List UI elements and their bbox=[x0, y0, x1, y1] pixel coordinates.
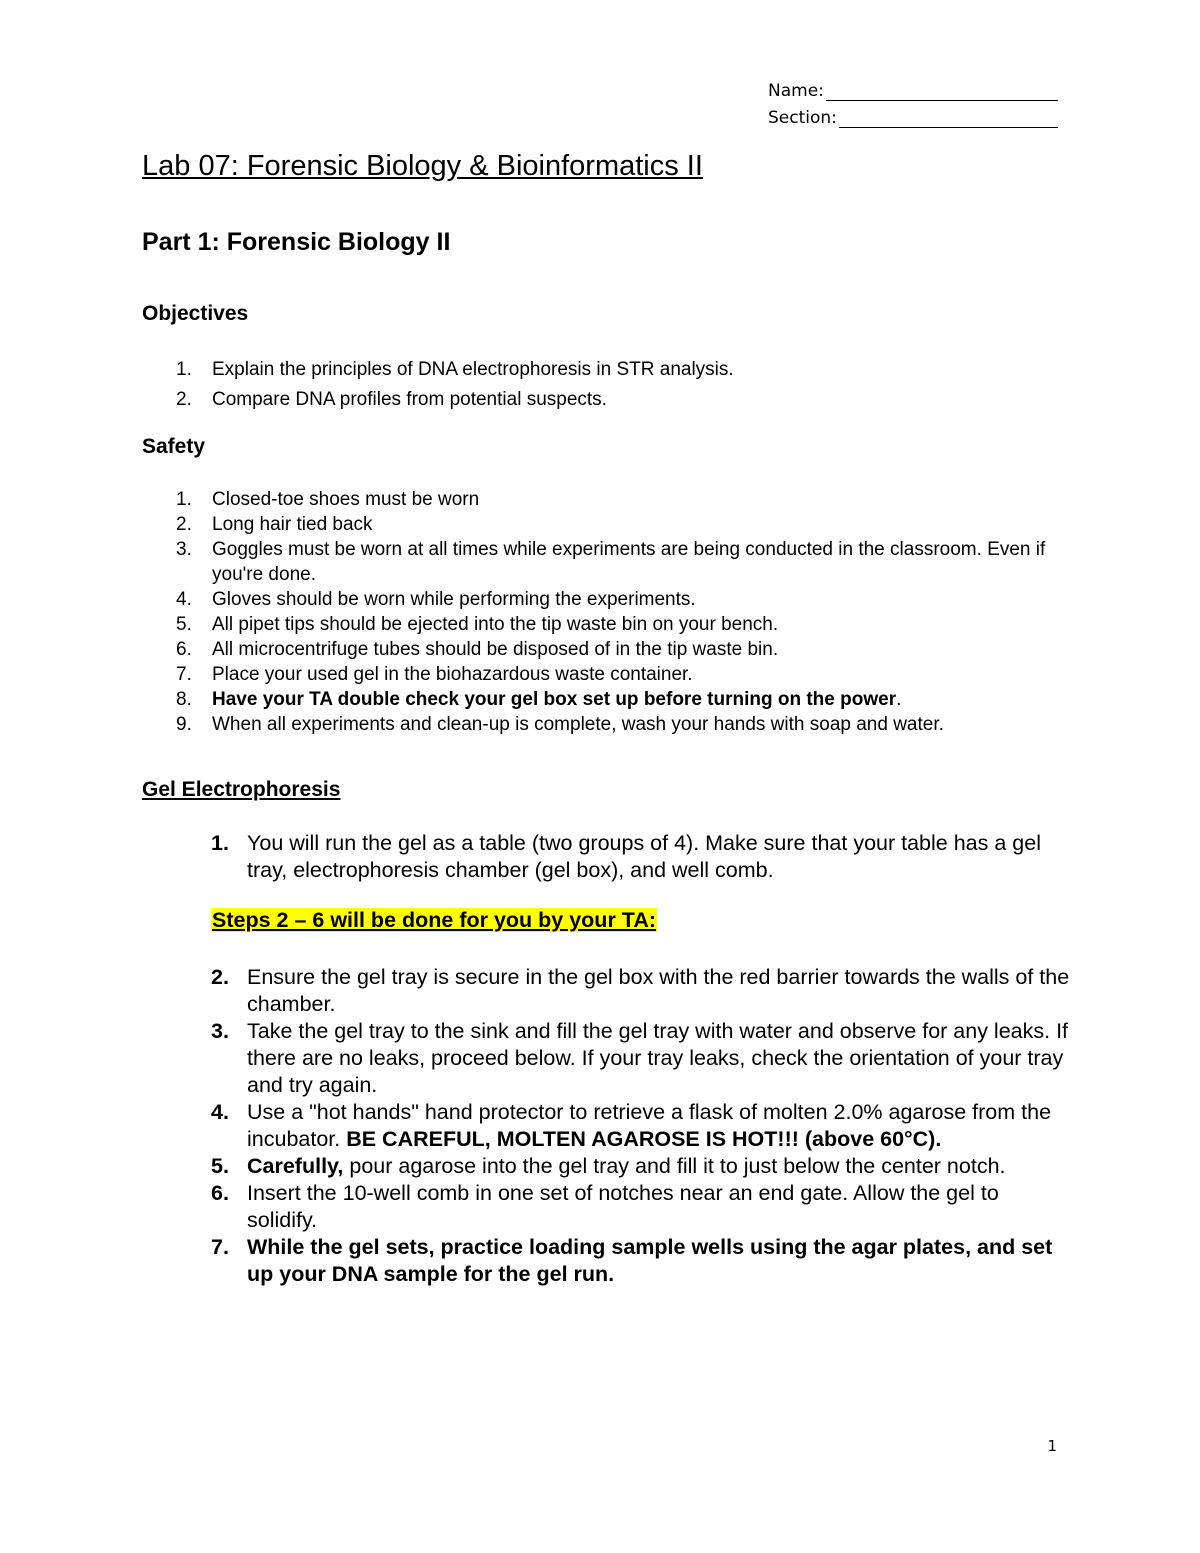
step-warning-text: BE CAREFUL, MOLTEN AGAROSE IS HOT!!! (above 60°C). bbox=[346, 1127, 942, 1151]
list-item: 4. Use a "hot hands" hand protector to retrieve a flask of molten 2.0% agarose from the incubator. BE CAREFUL, MOLTEN AGAROSE IS HOT!!! (above 60°C). bbox=[211, 1100, 1052, 1151]
step-bold-text: While the gel sets, practice loading sample wells using the agar plates, and set up your DNA sample for the gel run. bbox=[247, 1235, 1053, 1286]
list-item: 6. Insert the 10-well comb in one set of notches near an end gate. Allow the gel to solidify. bbox=[211, 1181, 999, 1232]
list-item: 4. Gloves should be worn while performing the experiments. bbox=[176, 589, 696, 610]
name-label: Name: bbox=[768, 81, 824, 101]
safety-text: Gloves should be worn while performing the experiments. bbox=[212, 589, 696, 610]
safety-heading: Safety bbox=[142, 435, 206, 458]
step-text: Use a "hot hands" hand protector to retrieve a flask of molten 2.0% agarose from the incubator. bbox=[247, 1100, 1052, 1151]
list-item: 2. Long hair tied back bbox=[176, 514, 373, 535]
name-field[interactable] bbox=[768, 74, 1058, 101]
step-text: You will run the gel as a table (two groups of 4). Make sure that your table has a gel tray, electrophoresis chamber (gel box), and well comb. bbox=[247, 831, 1041, 882]
ta-steps-highlight: Steps 2 – 6 will be done for you by your TA: bbox=[212, 908, 657, 932]
safety-bold-text: Have your TA double check your gel box set up before turning on the power bbox=[212, 689, 897, 710]
list-item: 9. When all experiments and clean-up is complete, wash your hands with soap and water. bbox=[176, 714, 944, 735]
gel-steps-list bbox=[142, 964, 1072, 1288]
section-blank-line[interactable] bbox=[839, 109, 1058, 128]
safety-text: Closed-toe shoes must be worn bbox=[212, 489, 480, 510]
section-field[interactable] bbox=[768, 101, 1058, 128]
objectives-heading: Objectives bbox=[142, 302, 249, 325]
safety-text: All microcentrifuge tubes should be disposed of in the tip waste bin. bbox=[212, 639, 779, 660]
list-item: 6. All microcentrifuge tubes should be disposed of in the tip waste bin. bbox=[176, 639, 779, 660]
list-item: 2. Ensure the gel tray is secure in the gel box with the red barrier towards the walls of the chamber. bbox=[211, 965, 1070, 1016]
name-section-header bbox=[768, 74, 1058, 128]
safety-text: Goggles must be worn at all times while experiments are being conducted in the classroom. Even if you're done. bbox=[212, 539, 1046, 585]
step-text: Ensure the gel tray is secure in the gel box with the red barrier towards the walls of the chamber. bbox=[247, 965, 1070, 1016]
lab-title: Lab 07: Forensic Biology & Bioinformatics II bbox=[142, 150, 703, 182]
safety-text: Place your used gel in the biohazardous waste container. bbox=[212, 664, 693, 685]
objectives-list bbox=[142, 357, 1062, 412]
part-title: Part 1: Forensic Biology II bbox=[142, 228, 451, 256]
gel-electrophoresis-heading: Gel Electrophoresis bbox=[142, 778, 341, 801]
step-text: Take the gel tray to the sink and fill the gel tray with water and observe for any leaks. If there are no leaks, proceed below. If your tray leaks, check the orientation of your tray and try again. bbox=[247, 1019, 1069, 1097]
section-label: Section: bbox=[768, 108, 837, 128]
list-item: 2. Compare DNA profiles from potential suspects. bbox=[176, 389, 607, 410]
list-item: 7. While the gel sets, practice loading sample wells using the agar plates, and set up your DNA sample for the gel run. bbox=[211, 1235, 1053, 1286]
safety-text: When all experiments and clean-up is complete, wash your hands with soap and water. bbox=[212, 714, 944, 735]
list-item: 5. Carefully, pour agarose into the gel tray and fill it to just below the center notch. bbox=[211, 1154, 1006, 1178]
highlighted-note bbox=[211, 908, 657, 933]
list-item: 7. Place your used gel in the biohazardous waste container. bbox=[176, 664, 693, 685]
list-item: 3. Goggles must be worn at all times while experiments are being conducted in the classroom. Even if you're done. bbox=[176, 539, 1046, 585]
step-bold-text: Carefully, bbox=[247, 1154, 344, 1178]
objective-text: Explain the principles of DNA electrophoresis in STR analysis. bbox=[212, 359, 734, 380]
list-item: 1. Explain the principles of DNA electrophoresis in STR analysis. bbox=[176, 359, 734, 380]
name-blank-line[interactable] bbox=[826, 82, 1058, 101]
gel-step-1-list bbox=[142, 830, 1072, 884]
list-item: 5. All pipet tips should be ejected into the tip waste bin on your bench. bbox=[176, 614, 779, 635]
list-item: 1. Closed-toe shoes must be worn bbox=[176, 489, 480, 510]
safety-text: All pipet tips should be ejected into the tip waste bin on your bench. bbox=[212, 614, 779, 635]
safety-list bbox=[142, 487, 1062, 737]
step-text: Insert the 10-well comb in one set of notches near an end gate. Allow the gel to solidify. bbox=[247, 1181, 999, 1232]
list-item: 3. Take the gel tray to the sink and fill the gel tray with water and observe for any leaks. If there are no leaks, proceed below. If your tray leaks, check the orientation of your tray and try again. bbox=[211, 1019, 1069, 1097]
list-item: 1. You will run the gel as a table (two groups of 4). Make sure that your table has a gel tray, electrophoresis chamber (gel box), and well comb. bbox=[211, 831, 1041, 882]
safety-text: . bbox=[896, 689, 902, 710]
page-number: 1 bbox=[1047, 1437, 1057, 1455]
step-text: pour agarose into the gel tray and fill it to just below the center notch. bbox=[343, 1154, 1006, 1178]
objective-text: Compare DNA profiles from potential suspects. bbox=[212, 389, 607, 410]
list-item: 8. Have your TA double check your gel box set up before turning on the power. bbox=[176, 689, 902, 710]
safety-text: Long hair tied back bbox=[212, 514, 373, 535]
